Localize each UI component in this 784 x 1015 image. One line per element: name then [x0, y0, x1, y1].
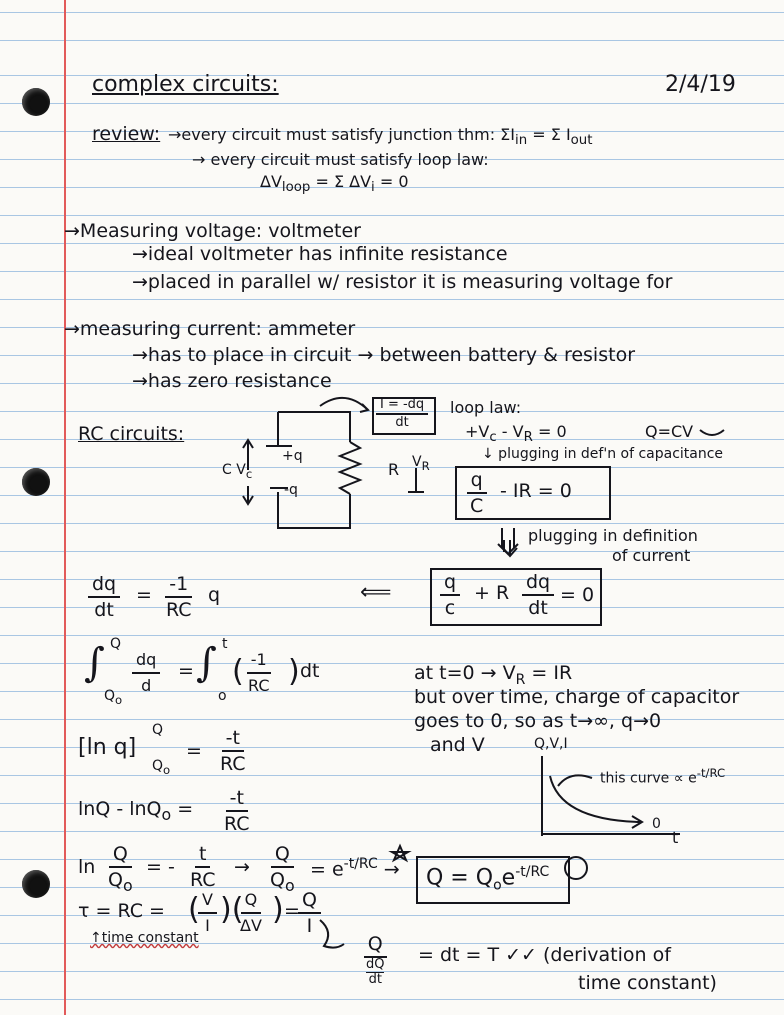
- cap-plus-q: +q: [282, 448, 303, 464]
- page-title: complex circuits:: [92, 72, 279, 97]
- ln-equals: =: [186, 740, 202, 762]
- equals-sign: =: [136, 584, 152, 606]
- ln-bracket: [ln q]: [78, 735, 137, 760]
- graph-y-label: Q,V,I: [534, 736, 568, 752]
- tau-equation: τ = RC =: [78, 900, 165, 922]
- graph-origin-label: 0: [652, 816, 661, 832]
- tau-paren-mid: )(: [220, 892, 244, 927]
- integrand-right: $\frac{-1}{RC}$: [248, 650, 270, 695]
- integral-lower-t: o: [218, 688, 227, 704]
- ln-rhs: $\frac{-t}{RC}$: [220, 727, 246, 775]
- integral-sign-right: ∫: [196, 640, 217, 686]
- explanation-line-1: at $t=0 \to V_R$ = IR: [414, 662, 573, 688]
- q-over-q0: $\frac{Q}{Q_o}$: [270, 843, 295, 895]
- review-line-2: → every circuit must satisfy loop law:: [192, 150, 489, 169]
- t-over-rc: $\frac{t}{RC}$: [190, 843, 216, 891]
- integral-equals: =: [178, 660, 194, 682]
- review-label: review:: [92, 123, 161, 145]
- review-line-1: →every circuit must satisfy junction thm: $\Sigma I_{in} = \Sigma$ $I_{out}$: [168, 125, 593, 149]
- ln-ratio-ln: ln: [78, 856, 96, 878]
- left-arrow: ⟸: [360, 580, 392, 605]
- resistor-vr: $V_R$: [412, 454, 430, 473]
- dq-dt-box: $\frac{dq}{dt}$: [522, 570, 554, 620]
- capacitance-equation-rest: - IR = 0: [500, 480, 572, 502]
- time-constant-label: ↑time constant: [90, 930, 199, 946]
- ln-ratio-arrow: →: [234, 856, 250, 878]
- loop-law-label: loop law:: [450, 398, 522, 417]
- cap-minus-q: -q: [284, 482, 298, 498]
- integrand-left: $\frac{dq}{d}$: [132, 648, 160, 698]
- review-line-3: $\Delta V_{loop} = \Sigma$ $\Delta V_i = 0$: [260, 172, 409, 196]
- ln-ratio-equals: = -: [146, 856, 175, 878]
- ln-bracket-lower: $Q_o$: [152, 758, 171, 777]
- integral-lower-q: $Q_o$: [104, 688, 123, 707]
- q-variable: q: [208, 584, 221, 606]
- plus-r: + R: [474, 582, 510, 604]
- explanation-line-2: but over time, charge of capacitor: [414, 686, 740, 708]
- loop-law-equation: $+V_c - V_R = 0$: [465, 422, 567, 446]
- plugging-current-note-2: of current: [612, 546, 691, 565]
- derivation-conclusion-2: time constant): [578, 972, 717, 994]
- rc-heading: RC circuits:: [78, 423, 185, 445]
- exponential-eq: = $e^{-t/RC}$ →: [310, 856, 400, 881]
- equals-zero: = 0: [560, 584, 595, 606]
- q-over-c-2: $\frac{q}{c}$: [440, 570, 460, 620]
- tau-equals-2: =: [284, 900, 300, 922]
- voltage-heading: →Measuring voltage: voltmeter: [64, 220, 361, 242]
- graph-note: this curve ∝ $e^{-t/RC}$: [600, 766, 726, 787]
- resistor-r: R: [388, 460, 400, 479]
- integral-upper-q: Q: [110, 636, 122, 652]
- cap-label-c: C $V_c$: [222, 462, 253, 481]
- voltage-line-2: →ideal voltmeter has infinite resistance: [132, 243, 508, 265]
- ln-difference: lnQ - lnQ$_o$ =: [78, 798, 194, 824]
- q-over-i: $\frac{Q}{I}$: [298, 888, 321, 938]
- graph-x-label: t: [672, 828, 679, 847]
- q-over-dq-dt: Q dQ dt: [362, 932, 388, 987]
- ln-bracket-upper: Q: [152, 722, 164, 738]
- integral-sign-left: ∫: [84, 640, 105, 686]
- current-heading: →measuring current: ammeter: [64, 318, 356, 340]
- ln-ratio: $\frac{Q}{Q_o}$: [108, 843, 133, 895]
- plugging-capacitance-note: ↓ plugging in def'n of capacitance: [482, 446, 724, 462]
- page-date: 2/4/19: [665, 72, 736, 97]
- q-over-c: $\frac{q}{C}$: [466, 468, 487, 518]
- plugging-current-note-1: plugging in definition: [528, 526, 698, 545]
- v-over-i: $\frac{V}{I}$: [198, 888, 217, 938]
- explanation-line-3: goes to 0, so as t→∞, q→0: [414, 710, 662, 732]
- derivation-conclusion: = dt = T ✓✓ (derivation of: [418, 944, 671, 966]
- q-over-dv: $\frac{Q}{\Delta V}$: [240, 890, 262, 935]
- ln-difference-rhs: $\frac{-t}{RC}$: [224, 787, 250, 835]
- paren-open: (: [232, 654, 244, 689]
- dq-dt: $\frac{dq}{dt}$: [88, 572, 120, 622]
- tau-paren-open: (: [188, 892, 200, 927]
- current-line-2: →has to place in circuit → between battery & resistor: [132, 344, 635, 366]
- voltage-line-3: →placed in parallel w/ resistor it is measuring voltage for: [132, 271, 673, 293]
- q-equals-cv: Q=CV: [645, 422, 694, 441]
- tau-paren-close: ): [272, 892, 284, 927]
- neg-one-over-rc: $\frac{-1}{RC}$: [166, 573, 192, 621]
- integral-upper-t: t: [222, 636, 228, 652]
- current-definition: $\frac{I = -dq}{dt}$: [376, 397, 428, 431]
- paren-close: ): [288, 654, 300, 689]
- final-result: $Q = Q_oe^{-t/RC}$: [426, 864, 550, 894]
- current-line-3: →has zero resistance: [132, 370, 332, 392]
- explanation-line-4: and V: [430, 734, 485, 756]
- integral-dt: dt: [300, 660, 320, 682]
